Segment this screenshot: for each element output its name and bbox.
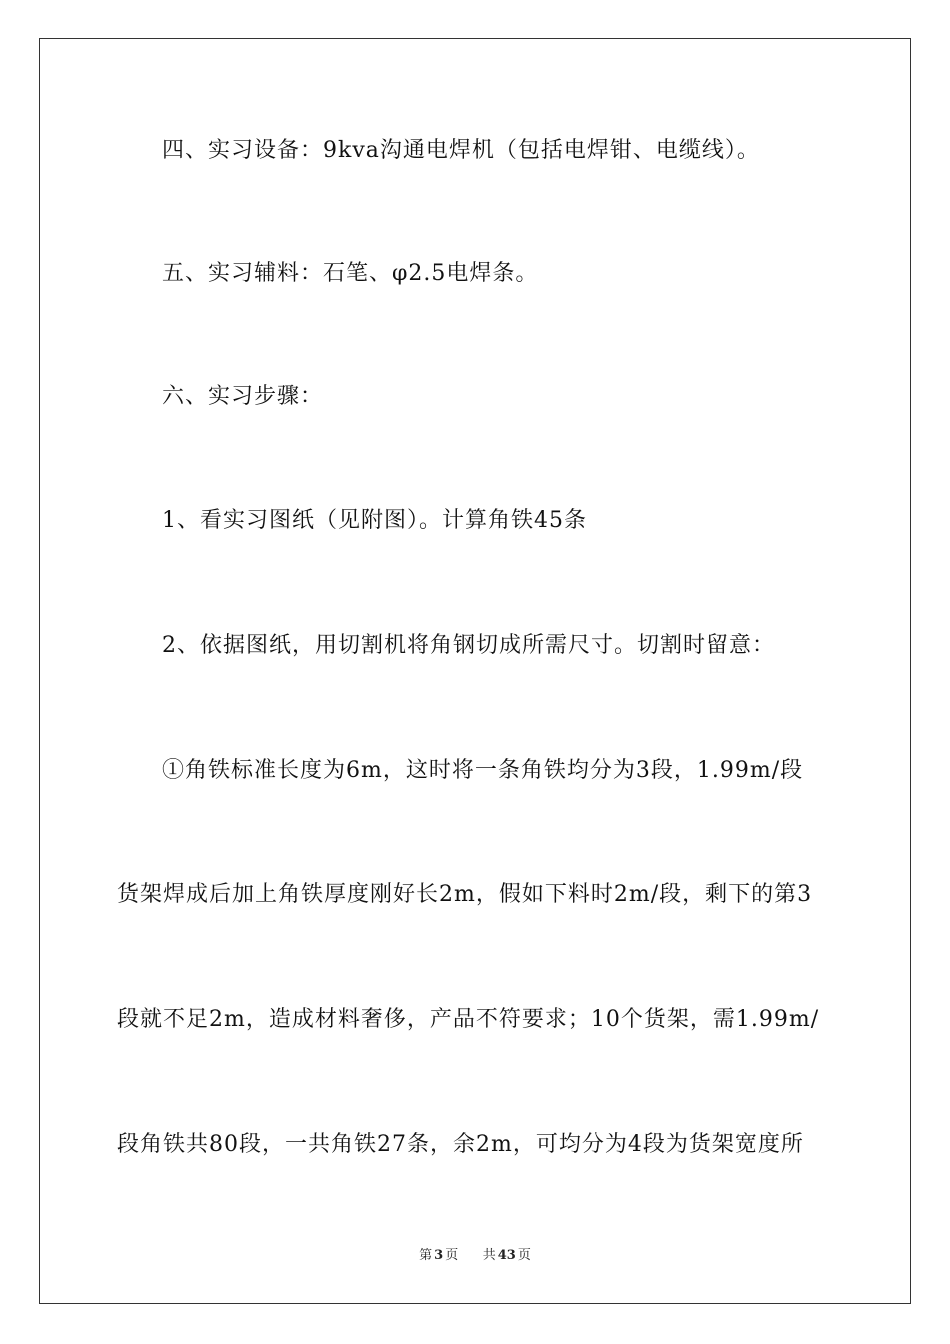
paragraph-note-line-2: 货架焊成后加上角铁厚度刚好长2m，假如下料时2m/段，剩下的第3: [117, 882, 813, 907]
paragraph-steps-heading: 六、实习步骤：: [162, 384, 324, 409]
page-border: [39, 38, 911, 1304]
paragraph-equipment: 四、实习设备：9kva沟通电焊机（包括电焊钳、电缆线）。: [162, 138, 760, 163]
page-number: [417, 1248, 460, 1263]
current-page-number: 3: [434, 1248, 444, 1263]
paragraph-note-line-1: ①角铁标准长度为6m，这时将一条角铁均分为3段，1.99m/段: [162, 758, 804, 783]
total-label-suffix: 页: [517, 1248, 531, 1263]
page-label-prefix: 第: [419, 1248, 433, 1263]
total-pages-number: 43: [497, 1248, 516, 1263]
paragraph-step-1: 1、看实习图纸（见附图）。计算角铁45条: [162, 508, 587, 533]
total-pages: [481, 1248, 533, 1263]
total-label-prefix: 共: [482, 1248, 496, 1263]
paragraph-note-line-3: 段就不足2m，造成材料奢侈，产品不符要求；10个货架，需1.99m/: [117, 1007, 820, 1032]
paragraph-step-2: 2、依据图纸，用切割机将角钢切成所需尺寸。切割时留意：: [162, 633, 775, 658]
paragraph-materials: 五、实习辅料：石笔、φ2.5电焊条。: [162, 261, 539, 286]
page-footer: [0, 1247, 950, 1265]
paragraph-note-line-4: 段角铁共80段，一共角铁27条，余2m，可均分为4段为货架宽度所: [117, 1132, 804, 1157]
page-label-suffix: 页: [445, 1248, 459, 1263]
